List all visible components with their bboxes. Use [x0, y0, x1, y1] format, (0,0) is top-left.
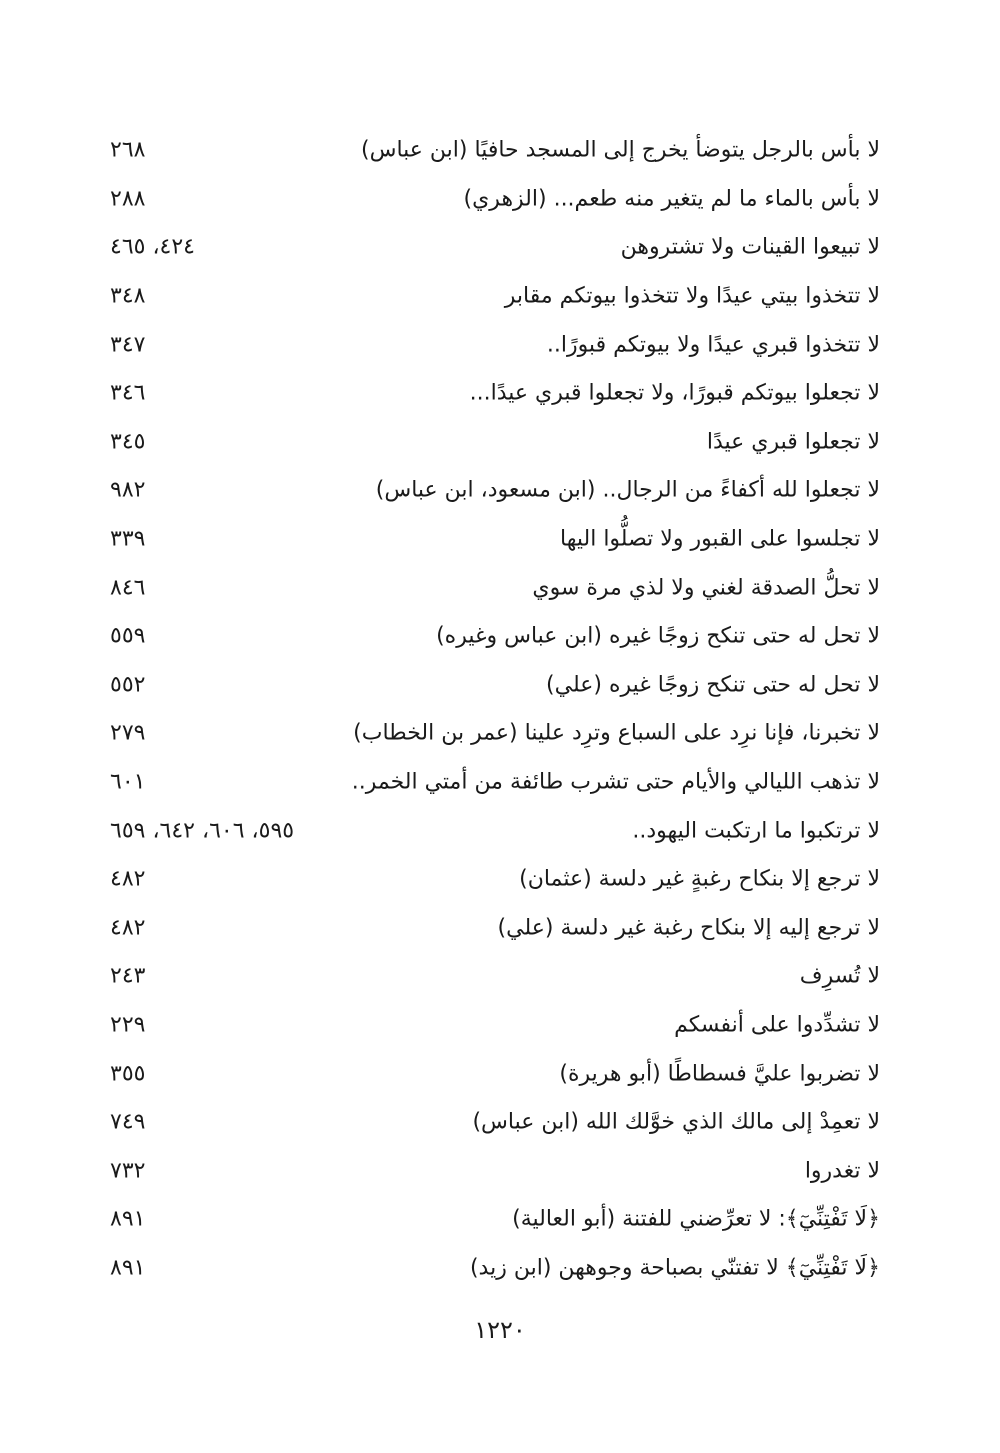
- entry-text: لا تبيعوا القينات ولا تشتروهن: [620, 234, 880, 260]
- entry-page-refs: ٣٥٥: [110, 1061, 146, 1087]
- entry-page-refs: ٥٥٩: [110, 623, 146, 649]
- entry-page-refs: ٦٠١: [110, 769, 146, 795]
- entry-text: لا ترجع إلا بنكاح رغبةٍ غير دلسة (عثمان): [519, 866, 880, 892]
- index-entry: [110, 515, 880, 564]
- entry-page-refs: ٣٤٧: [110, 332, 146, 358]
- index-entry: [110, 126, 880, 175]
- index-entry: [110, 1049, 880, 1098]
- entry-text: لا تجعلوا قبري عيدًا: [706, 429, 880, 455]
- entry-text: لا تشدِّدوا على أنفسكم: [674, 1012, 880, 1038]
- entry-text: لا تتخذوا بيتي عيدًا ولا تتخذوا بيوتكم مقابر: [504, 283, 880, 309]
- entry-text: ﴿لَا تَفْتِنِّيٓ﴾ لا تفتنّي بصباحة وجوههن (ابن زيد): [469, 1255, 880, 1281]
- index-entry: [110, 369, 880, 418]
- index-entry: [110, 855, 880, 904]
- entry-page-refs: ٤٨٢: [110, 866, 146, 892]
- entry-text: لا تُسرِف: [799, 963, 880, 989]
- entry-page-refs: ٣٣٩: [110, 526, 146, 552]
- entry-page-refs: ٢٢٩: [110, 1012, 146, 1038]
- index-entry: [110, 1098, 880, 1147]
- index-entry: [110, 612, 880, 661]
- entry-page-refs: ٥٩٥، ٦٠٦، ٦٤٢، ٦٥٩: [110, 818, 295, 844]
- index-entry: [110, 272, 880, 321]
- entry-page-refs: ٣٤٥: [110, 429, 146, 455]
- index-entry: [110, 806, 880, 855]
- index-entry: [110, 1195, 880, 1244]
- entry-page-refs: ٢٨٨: [110, 186, 146, 212]
- index-entry: [110, 466, 880, 515]
- entry-text: لا تذهب الليالي والأيام حتى تشرب طائفة من أمتي الخمر..: [351, 769, 880, 795]
- index-entry: [110, 563, 880, 612]
- entry-page-refs: ٩٨٢: [110, 477, 146, 503]
- index-entry: [110, 1244, 880, 1293]
- entry-text: لا تتخذوا قبري عيدًا ولا بيوتكم قبورًا..: [546, 332, 880, 358]
- entry-page-refs: ٨٤٦: [110, 575, 146, 601]
- entry-text: ﴿لَا تَفْتِنِّيٓ﴾: لا تعرِّضني للفتنة (أبو العالية): [512, 1206, 880, 1232]
- entry-text: لا بأس بالماء ما لم يتغير منه طعم... (الزهري): [463, 186, 880, 212]
- entry-page-refs: ٥٥٢: [110, 672, 146, 698]
- entry-page-refs: ٢٦٨: [110, 137, 146, 163]
- entry-text: لا ترتكبوا ما ارتكبت اليهود..: [632, 818, 880, 844]
- entry-page-refs: ٨٩١: [110, 1206, 146, 1232]
- index-entry: [110, 661, 880, 710]
- entry-text: لا تجلسوا على القبور ولا تصلُّوا اليها: [560, 526, 880, 552]
- index-entry: [110, 320, 880, 369]
- page-number: ١٢٢٠: [474, 1316, 526, 1344]
- entry-text: لا تضربوا عليَّ فسطاطًا (أبو هريرة): [559, 1061, 880, 1087]
- entry-text: لا تعمِدْ إلى مالك الذي خوَّلك الله (ابن عباس): [472, 1109, 880, 1135]
- entry-text: لا تحل له حتى تنكح زوجًا غيره (ابن عباس وغيره): [436, 623, 880, 649]
- index-entry: [110, 223, 880, 272]
- entry-text: لا بأس بالرجل يتوضأ يخرج إلى المسجد حافيًا (ابن عباس): [361, 137, 880, 163]
- entry-page-refs: ٣٤٦: [110, 380, 146, 406]
- index-entry: [110, 1146, 880, 1195]
- entry-text: لا تحلُّ الصدقة لغني ولا لذي مرة سوي: [532, 575, 880, 601]
- entry-page-refs: ٢٤٣: [110, 963, 146, 989]
- entry-text: لا تغدروا: [804, 1158, 880, 1184]
- entry-page-refs: ٧٣٢: [110, 1158, 146, 1184]
- entry-text: لا تخبرنا، فإنا نرِد على السباع وترِد علينا (عمر بن الخطاب): [353, 720, 880, 746]
- entry-page-refs: ٤٨٢: [110, 915, 146, 941]
- index-entry: [110, 418, 880, 467]
- entry-text: لا ترجع إليه إلا بنكاح رغبة غير دلسة (علي): [497, 915, 880, 941]
- entry-page-refs: ٧٤٩: [110, 1109, 146, 1135]
- entry-page-refs: ٣٤٨: [110, 283, 146, 309]
- entry-text: لا تجعلوا لله أكفاءً من الرجال.. (ابن مسعود، ابن عباس): [375, 477, 880, 503]
- entry-page-refs: ٨٩١: [110, 1255, 146, 1281]
- entry-page-refs: ٢٧٩: [110, 720, 146, 746]
- index-list: [110, 126, 880, 1292]
- index-entry: [110, 709, 880, 758]
- index-entry: [110, 175, 880, 224]
- index-entry: [110, 1001, 880, 1050]
- index-entry: [110, 904, 880, 953]
- index-entry: [110, 758, 880, 807]
- entry-text: لا تجعلوا بيوتكم قبورًا، ولا تجعلوا قبري عيدًا...: [469, 380, 880, 406]
- entry-text: لا تحل له حتى تنكح زوجًا غيره (علي): [546, 672, 880, 698]
- index-entry: [110, 952, 880, 1001]
- entry-page-refs: ٤٢٤، ٤٦٥: [110, 234, 195, 260]
